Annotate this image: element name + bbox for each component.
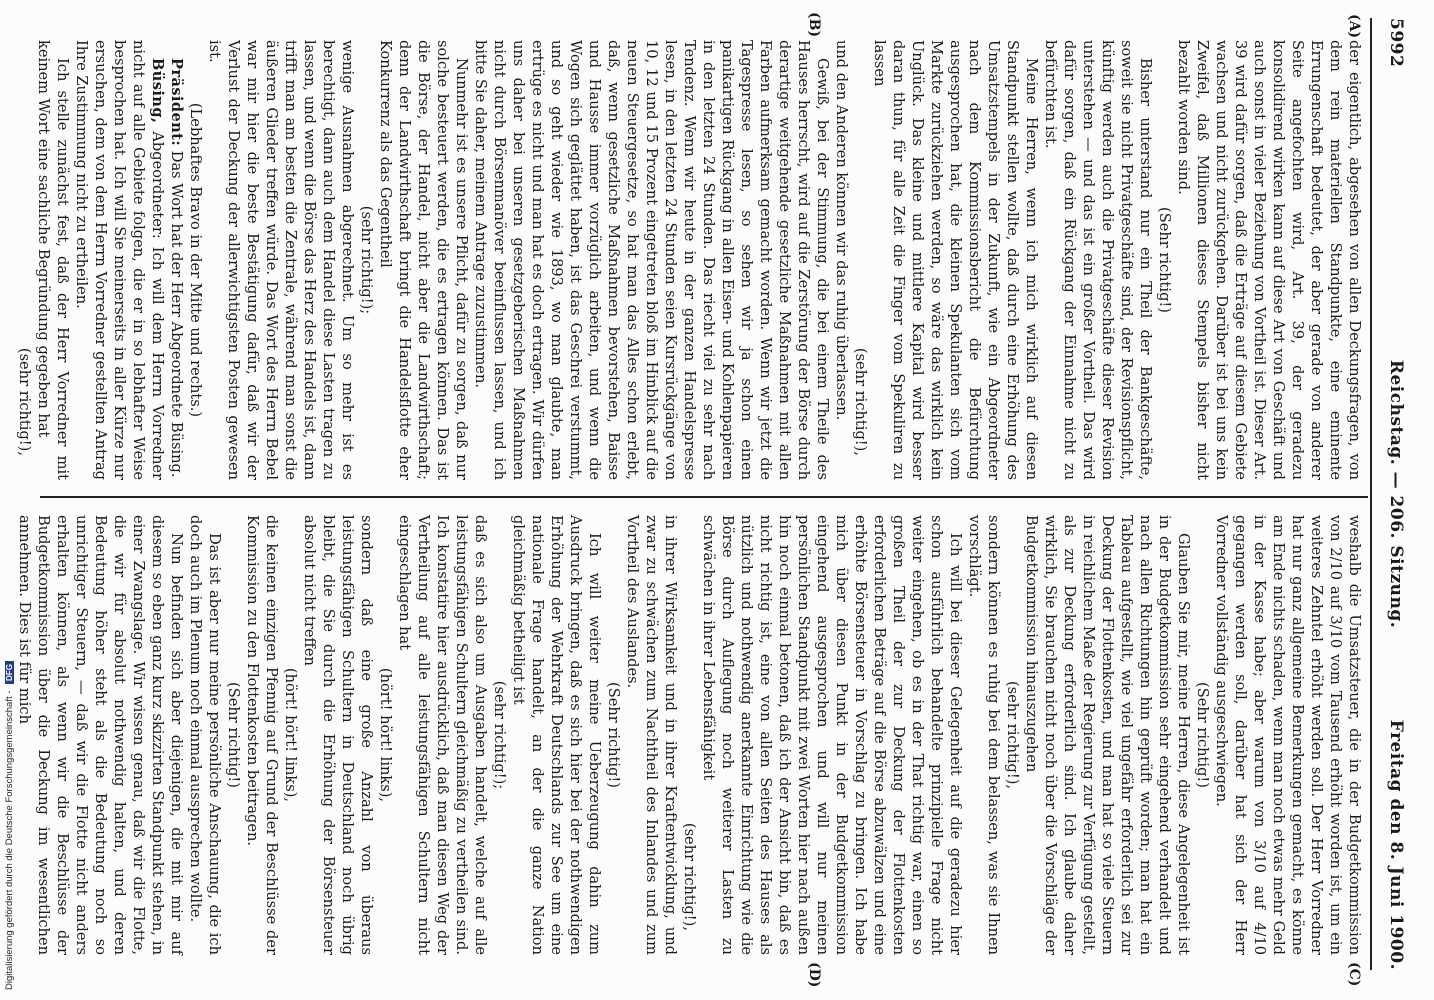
paragraph: Ich will weiter meine Ueberzeugung dahin zum Ausdruck bringen, daß es sich hier bei der nothwendigen Erhöhung der Wehrkraft Deutschlands zur See um eine nationale Frage handelt, an der die ganze Nation gleichmäßig betheiligt ist [510, 515, 603, 955]
paragraph: sondern daß eine große Anzahl von überaus leistungsfähigen Schultern in Deutschland noch übrig bleibt, die Sie durch die Erhöhung der Börsensteuer absolut nicht treffen [301, 515, 375, 955]
digitization-credit [4, 661, 15, 990]
dfg-logo: DFG [5, 661, 14, 684]
interjection: (Lebhaftes Bravo in der Mitte und rechts.) [187, 102, 204, 418]
session-title: Reichstag. — 206. Sitzung. [1386, 359, 1406, 629]
paragraph: weshalb die Umsatzsteuer, die in der Budgetkommission von 2/10 auf 3/10 vom Tausend erhöht worden ist, um ein weiteres Zehntel erhöht werden soll. Der Herr Vorredner hat nur ganz allgemeine Bemerkungen gemacht, es könne am Ende nichts schaden, wenn man noch etwas mehr Geld in der Kasse habe; aber warum von 3/10 auf 4/10 gegangen werden soll, darüber hat sich der Herr Vorredner vollständig ausgeschwiegen. [1213, 515, 1363, 955]
paragraph: Das ist aber nur meine persönliche Anschauung, die ich doch auch im Plenum noch einmal aussprechen wollte. [187, 515, 223, 955]
header-rule [1371, 18, 1373, 970]
right-text-column [16, 515, 1364, 955]
speaker-name: Büsing, [149, 58, 166, 124]
interjection: (sehr richtig!), [16, 347, 33, 456]
interjection: (sehr richtig!); [491, 680, 508, 790]
interjection: (sehr richtig!), [1004, 680, 1021, 790]
margin-marker-d: (D) [806, 962, 822, 988]
column-divider [40, 496, 1368, 498]
credit-text: Digitalisierung gefördert durch die Deutsche Forschungsgemeinschaft - [4, 690, 15, 990]
session-date: Freitag den 8. Juni 1900. [1386, 719, 1406, 970]
page-number: 5992 [1386, 18, 1406, 68]
left-text-column [16, 40, 1364, 480]
paragraph: Glauben Sie mir, meine Herren, diese Angelegenheit ist in der Budgetkommission sehr eingehend verhandelt und nach allen Richtungen hin geprüft worden; man hat ein Tableau aufgestellt, wie viel ungefähr erforderlich sei zur Deckung der Flottenkosten, und man hat so viele Steuern in reichlichem Maße der Regierung zur Verfügung gestellt, als zur Deckung erforderlich sind. Ich glaube daher wirklich, Sie brauchen nicht noch über die Vorschläge der Budgetkommission hinauszugehen [1023, 515, 1192, 955]
paragraph: die keinen einzigen Pfennig auf Grund der Beschlüsse der Kommission zu den Flottenkosten beitragen. [244, 515, 280, 955]
paragraph: Ich will bei dieser Gelegenheit auf die geradezu hier schon ausführlich behandelte prinzipielle Frage nicht weiter eingehen, ob es in der That richtig war, einen so großen Theil der zur Deckung der Flottenkosten erforderlichen Beträge auf die Börse abzuwälzen und eine erhöhte Börsensteuer in Vorschlag zu bringen. Ich habe mich über diesen Punkt in der Budgetkommission eingehend ausgesprochen und will nur meinen persönlichen Standpunkt mit zwei Worten hier nach außen hin noch einmal betonen, daß ich der Ansicht bin, daß es nicht richtig ist, eine von allen Seiten des Hauses als nützlich und nothwendig anerkannte Einrichtung wie die Börse durch Auflegung noch weiterer Lasten zu schwächen in ihrer Lebensfähigkeit [700, 515, 964, 955]
speaker-name: Präsident: [168, 58, 185, 147]
interjection: (sehr richtig!), [852, 347, 869, 456]
interjection: (Sehr richtig!) [1194, 682, 1211, 788]
paragraph: sondern können es ruhig bei dem belassen, was sie Ihnen vorschlägt. [966, 515, 1002, 955]
interjection: (Sehr richtig!) [225, 682, 242, 788]
paragraph: Nunmehr ist es unsere Pflicht, dafür zu sorgen, daß nur solche besteuert werden, die es ertragen können. Das ist die Börse, der Handel, nicht aber die Landwirthschaft; denn der Landwirthschaft bringt die Handelsflotte eher Konkurrenz als das Gegentheil [377, 40, 470, 480]
margin-marker-a: (A) [1346, 14, 1362, 39]
paragraph: Nun befinden sich aber diejenigen, die mit mir auf diesem so eben ganz kurz skizzirten Standpunkt stehen, in einer Zwangslage. Wir wissen genau, daß wir die Flotte, die wir für absolut nothwendig halten, und deren Bedeutung höher steht als die Bedeutung noch so unrichtiger Steuern, — daß wir die Flotte nicht anders erhalten können, als wenn wir die Beschlüsse der Budgetkommission über die Deckung im wesentlichen annehmen. Dies ist für mich [16, 515, 185, 955]
interjection: (hört! hört! links), [377, 667, 394, 803]
speaker-paragraph [167, 40, 186, 480]
interjection: (sehr richtig!); [358, 205, 375, 315]
paragraph: Ich stelle zunächst fest, daß der Herr Vorredner mit keinem Wort eine sachliche Begründung gegeben hat [35, 40, 71, 480]
speech-text: Abgeordneter: Ich will dem Herrn Vorredner nicht auf alle Gebiete folgen, die er in so lebhafter Weise besprochen hat. Ich will Sie meinerseits in aller Kürze nur ersuchen, dem von dem Herrn Vorredner gestellten Antrag Ihre Zustimmung nicht zu ertheilen. [73, 40, 166, 480]
paragraph: Meine Herren, wenn ich mich wirklich auf diesen Standpunkt stellen wollte, daß durch eine Erhöhung des Umsatzstempels in der Zukunft, wie ein Abgeordneter nach dem Kommissionsbericht die Befürchtung ausgesprochen hat, die kleinen Spekulanten sich vom Markte zurückziehen werden, so wäre das wirklich kein Unglück. Das kleine und mittlere Kapital wird besser daran thun, für alle Zeit die Finger vom Spekuliren zu lassen [871, 40, 1040, 480]
paragraph: in ihrer Wirksamkeit und in ihrer Kraftentwicklung, und zwar zu schwächen zum Nachtheil des Inlandes und zum Vortheil des Auslandes. [624, 515, 679, 955]
paragraph: Gewiß, bei der Stimmung, die bei einem Theile des Hauses herrscht, wird auf die Zerstörung der Börse durch derartige weitgehende gesetzliche Maßnahmen mit allen Farben aufmerksam gemacht worden. Wenn wir jetzt die Tagespresse lesen, so sehen wir ja schon einen panikartigen Rückgang in allen Eisen- und Kohlenpapieren in den letzten 24 Stunden. Das riecht viel zu sehr nach Tendenz. Wenn wir heute in der ganzen Handelspresse lesen, in den letzten 24 Stunden seien Kursrückgänge von 10, 12 und 15 Prozent eingetreten bloß im Hinblick auf die neuen Steuergesetze, so hat man das Alles schon erlebt, daß, wenn gesetzliche Maßnahmen bevorstehen, Baisse und Hausse immer vorzüglich arbeiten, und wenn die Wogen sich geglättet haben, ist das Geschrei verstummt, und so geht wieder wie 1893, wo man glaubte, man ertrüge es nicht und man hat es doch ertragen. Wir dürfen uns daher bei unseren gesetzgeberischen Maßnahmen nicht durch Börsenmanöver beeinflussen lassen, und ich bitte Sie daher, meinem Antrage zuzustimmen. [472, 40, 831, 480]
paragraph: wenige Ausnahmen abgerechnet. Um so mehr ist es berechtigt, dann auch dem Handel diese Lasten tragen zu lassen, und wenn die Börse das Herz des Handels ist, dann trifft man am besten die Zentrale, während man sonst die äußeren Glieder treffen würde. Das Wort des Herrn Bebel war mir hier die beste Bestätigung dafür, daß wir der Verlust der Deckung der allerwichtigsten Posten gewesen ist. [206, 40, 356, 480]
paragraph: der eigentlich, abgesehen von allen Deckungsfragen, von dem rein materiellen Standpunkte, eine eminente Errungenschaft bedeutet, der aber gerade von anderer Seite angefochten wird, Art. 39, der geradezu konsolidirend wirken kann auf diese Art von Geschäft und auch sonst in vieler Beziehung von Vortheil ist. Dieser Art. 39 wird dafür sorgen, daß die Erträge auf diesem Gebiete wachsen und nicht zurückgehen. Darüber ist bei uns kein Zweifel, daß Millionen dieses Stempels bisher nicht bezahlt worden sind. [1175, 40, 1363, 480]
paragraph: daß es sich also um Ausgaben handelt, welche auf alle leistungsfähigen Schultern gleichmäßig zu vertheilen sind. Ich konstatire hier ausdrücklich, daß man diesen Weg der Vertheilung auf alle leistungsfähigen Schultern nicht eingeschlagen hat [396, 515, 489, 955]
paragraph: und den Anderen können wir das ruhig überlassen. [833, 40, 850, 421]
running-head [1378, 18, 1406, 970]
margin-marker-c: (C) [1346, 962, 1362, 987]
speech-text: Das Wort hat der Herr Abgeordnete Büsing. [168, 150, 185, 478]
interjection: (sehr richtig!), [681, 822, 698, 931]
interjection: (Sehr richtig!) [1156, 207, 1173, 313]
interjection: (hört! hört! links), [282, 667, 299, 803]
paragraph: Bisher unterstand nur ein Theil der Bankgeschäfte, soweit sie nicht Privatgeschäfte sind, der Revisionspflicht, künftig werden auch die Privatgeschäfte dieser Revision unterstehen — und das ist ein großer Vortheil. Das wird dafür sorgen, daß ein Rückgang der Einnahme nicht zu befürchten ist. [1042, 40, 1154, 480]
margin-marker-b: (B) [806, 12, 822, 38]
interjection: (Sehr richtig!) [605, 682, 622, 788]
speaker-paragraph [72, 40, 167, 480]
